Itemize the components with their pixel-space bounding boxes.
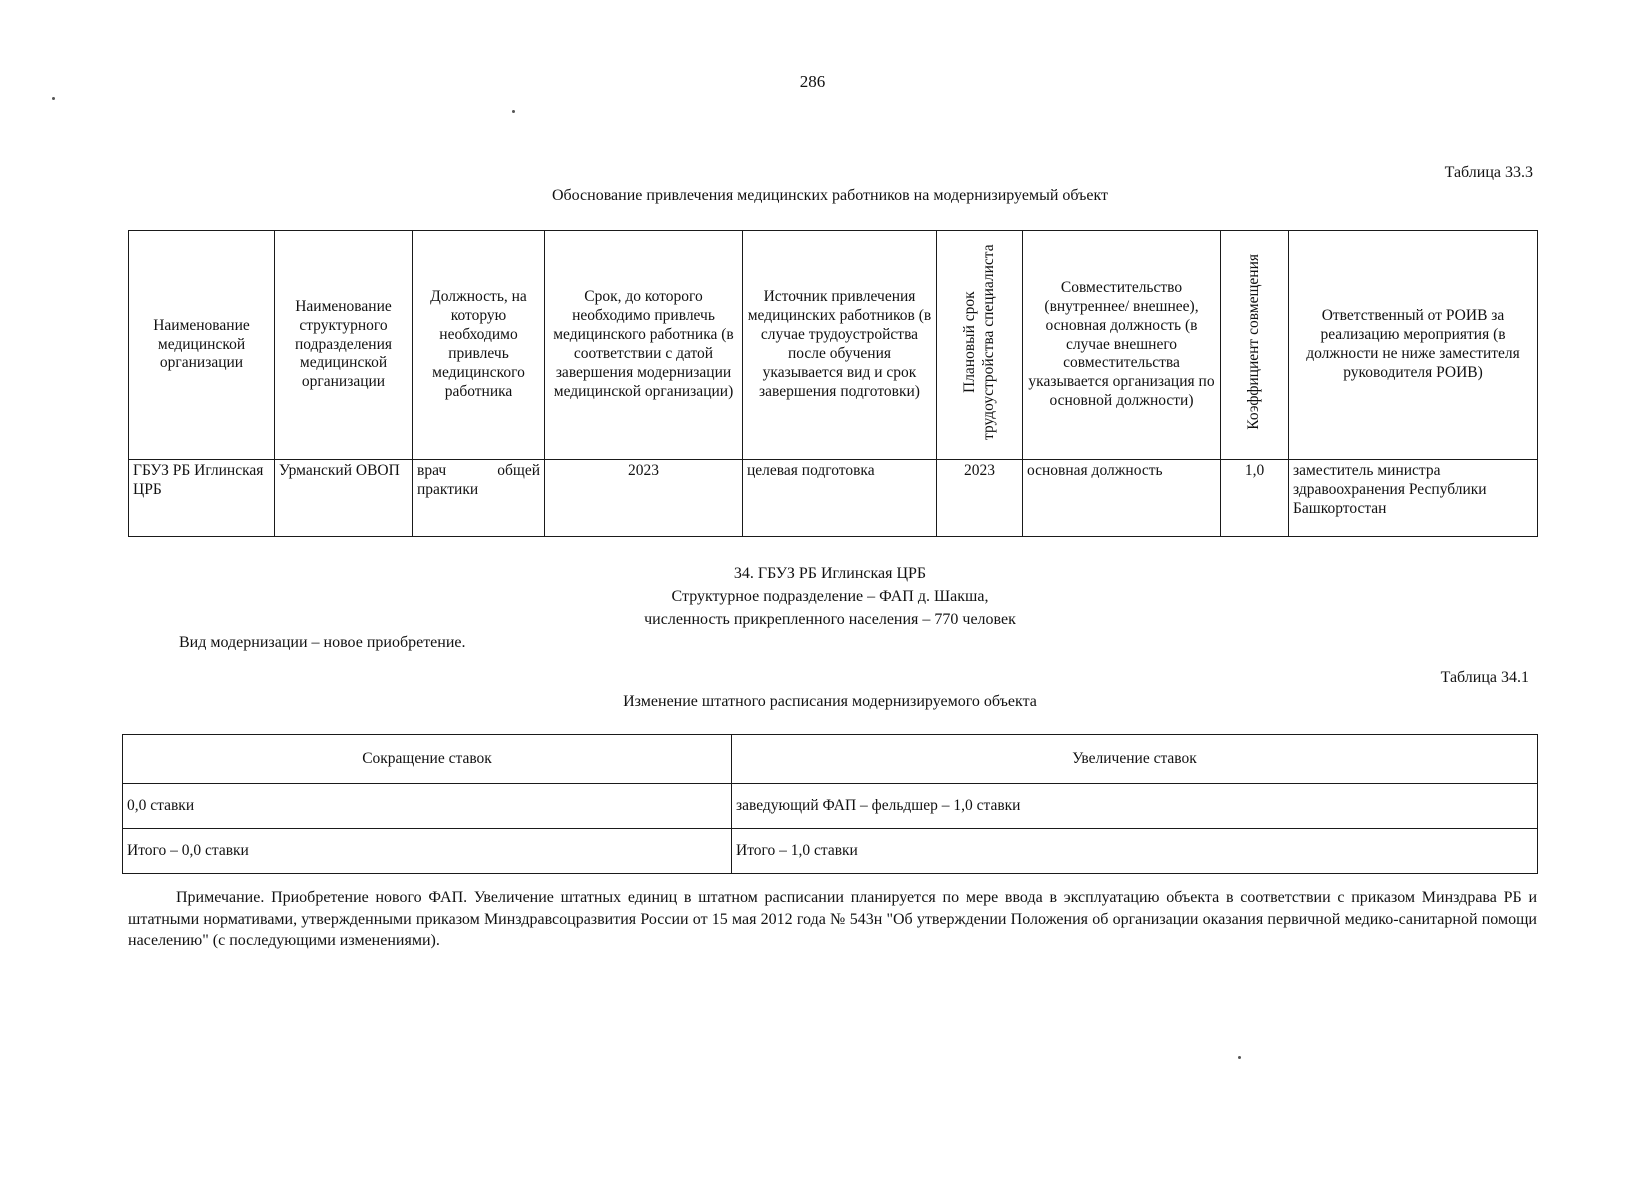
table-row xyxy=(123,829,1538,874)
header-cell: Источник привлечения медицинских работников (в случае трудоустройства после обучения указывается вид и срок завершения подготовки) xyxy=(743,231,937,460)
modernization-type: Вид модернизации – новое приобретение. xyxy=(179,634,466,651)
header-cell: Наименование медицинской организации xyxy=(129,231,275,460)
header-cell: Сокращение ставок xyxy=(123,735,732,784)
scan-speck xyxy=(1238,1056,1241,1059)
header-cell: Наименование структурного подразделения медицинской организации xyxy=(275,231,413,460)
header-cell-vertical-text: Плановый срок трудоустройства специалиста xyxy=(960,244,997,440)
table-34-1-label: Таблица 34.1 xyxy=(1440,669,1529,686)
table-34-1 xyxy=(122,734,1538,874)
header-cell: Совместительство (внутреннее/ внешнее), основная должность (в случае внешнего совместительства указывается организация по основной должности) xyxy=(1023,231,1221,460)
note-paragraph: Примечание. Приобретение нового ФАП. Увеличение штатных единиц в штатном расписании планируется по мере ввода в эксплуатацию объекта в соответствии с приказом Минздрава РБ и штатными нормативами, утвержденными приказом Минздравсоцразвития России от 15 мая 2012 года № 543н "Об утверждении Положения об организации оказания первичной медико-санитарной помощи населению" (с последующими изменениями). xyxy=(128,889,1537,950)
table-cell: Урманский ОВОП xyxy=(275,460,413,537)
table-cell: заместитель министра здравоохранения Республики Башкортостан xyxy=(1289,460,1538,537)
table-cell: заведующий ФАП – фельдшер – 1,0 ставки xyxy=(732,784,1538,829)
header-cell: Увеличение ставок xyxy=(732,735,1538,784)
header-cell xyxy=(937,231,1023,460)
table-cell: Итого – 1,0 ставки xyxy=(732,829,1538,874)
table-cell: 0,0 ставки xyxy=(123,784,732,829)
table-row xyxy=(123,784,1538,829)
table-header-row xyxy=(123,735,1538,784)
section-heading: 34. ГБУЗ РБ Иглинская ЦРБ xyxy=(733,565,927,582)
table-34-1-title: Изменение штатного расписания модернизируемого объекта xyxy=(623,693,1037,710)
table-cell: врач общей практики xyxy=(413,460,545,537)
scan-speck xyxy=(52,97,55,100)
table-header-row xyxy=(129,231,1538,460)
table-row xyxy=(129,460,1538,537)
table-cell: ГБУЗ РБ Иглинская ЦРБ xyxy=(129,460,275,537)
header-cell: Срок, до которого необходимо привлечь медицинского работника (в соответствии с датой завершения модернизации медицинской организации) xyxy=(545,231,743,460)
table-cell: 2023 xyxy=(937,460,1023,537)
page-number: 286 xyxy=(799,72,826,91)
table-cell: Итого – 0,0 ставки xyxy=(123,829,732,874)
header-cell: Должность, на которую необходимо привлечь медицинского работника xyxy=(413,231,545,460)
header-cell: Ответственный от РОИВ за реализацию мероприятия (в должности не ниже заместителя руководителя РОИВ) xyxy=(1289,231,1538,460)
table-cell: 1,0 xyxy=(1221,460,1289,537)
scan-speck xyxy=(512,110,515,113)
table-33-3 xyxy=(128,230,1538,537)
table-33-3-title: Обоснование привлечения медицинских работников на модернизируемый объект xyxy=(551,187,1109,204)
header-cell xyxy=(1221,231,1289,460)
table-cell: основная должность xyxy=(1023,460,1221,537)
section-subheading: Структурное подразделение – ФАП д. Шакша, xyxy=(671,588,989,605)
header-cell-vertical-text: Коэффициент совмещения xyxy=(1245,254,1263,430)
section-subheading: численность прикрепленного населения – 770 человек xyxy=(644,611,1016,628)
table-33-3-label: Таблица 33.3 xyxy=(1444,164,1533,181)
table-cell: 2023 xyxy=(545,460,743,537)
table-cell: целевая подготовка xyxy=(743,460,937,537)
